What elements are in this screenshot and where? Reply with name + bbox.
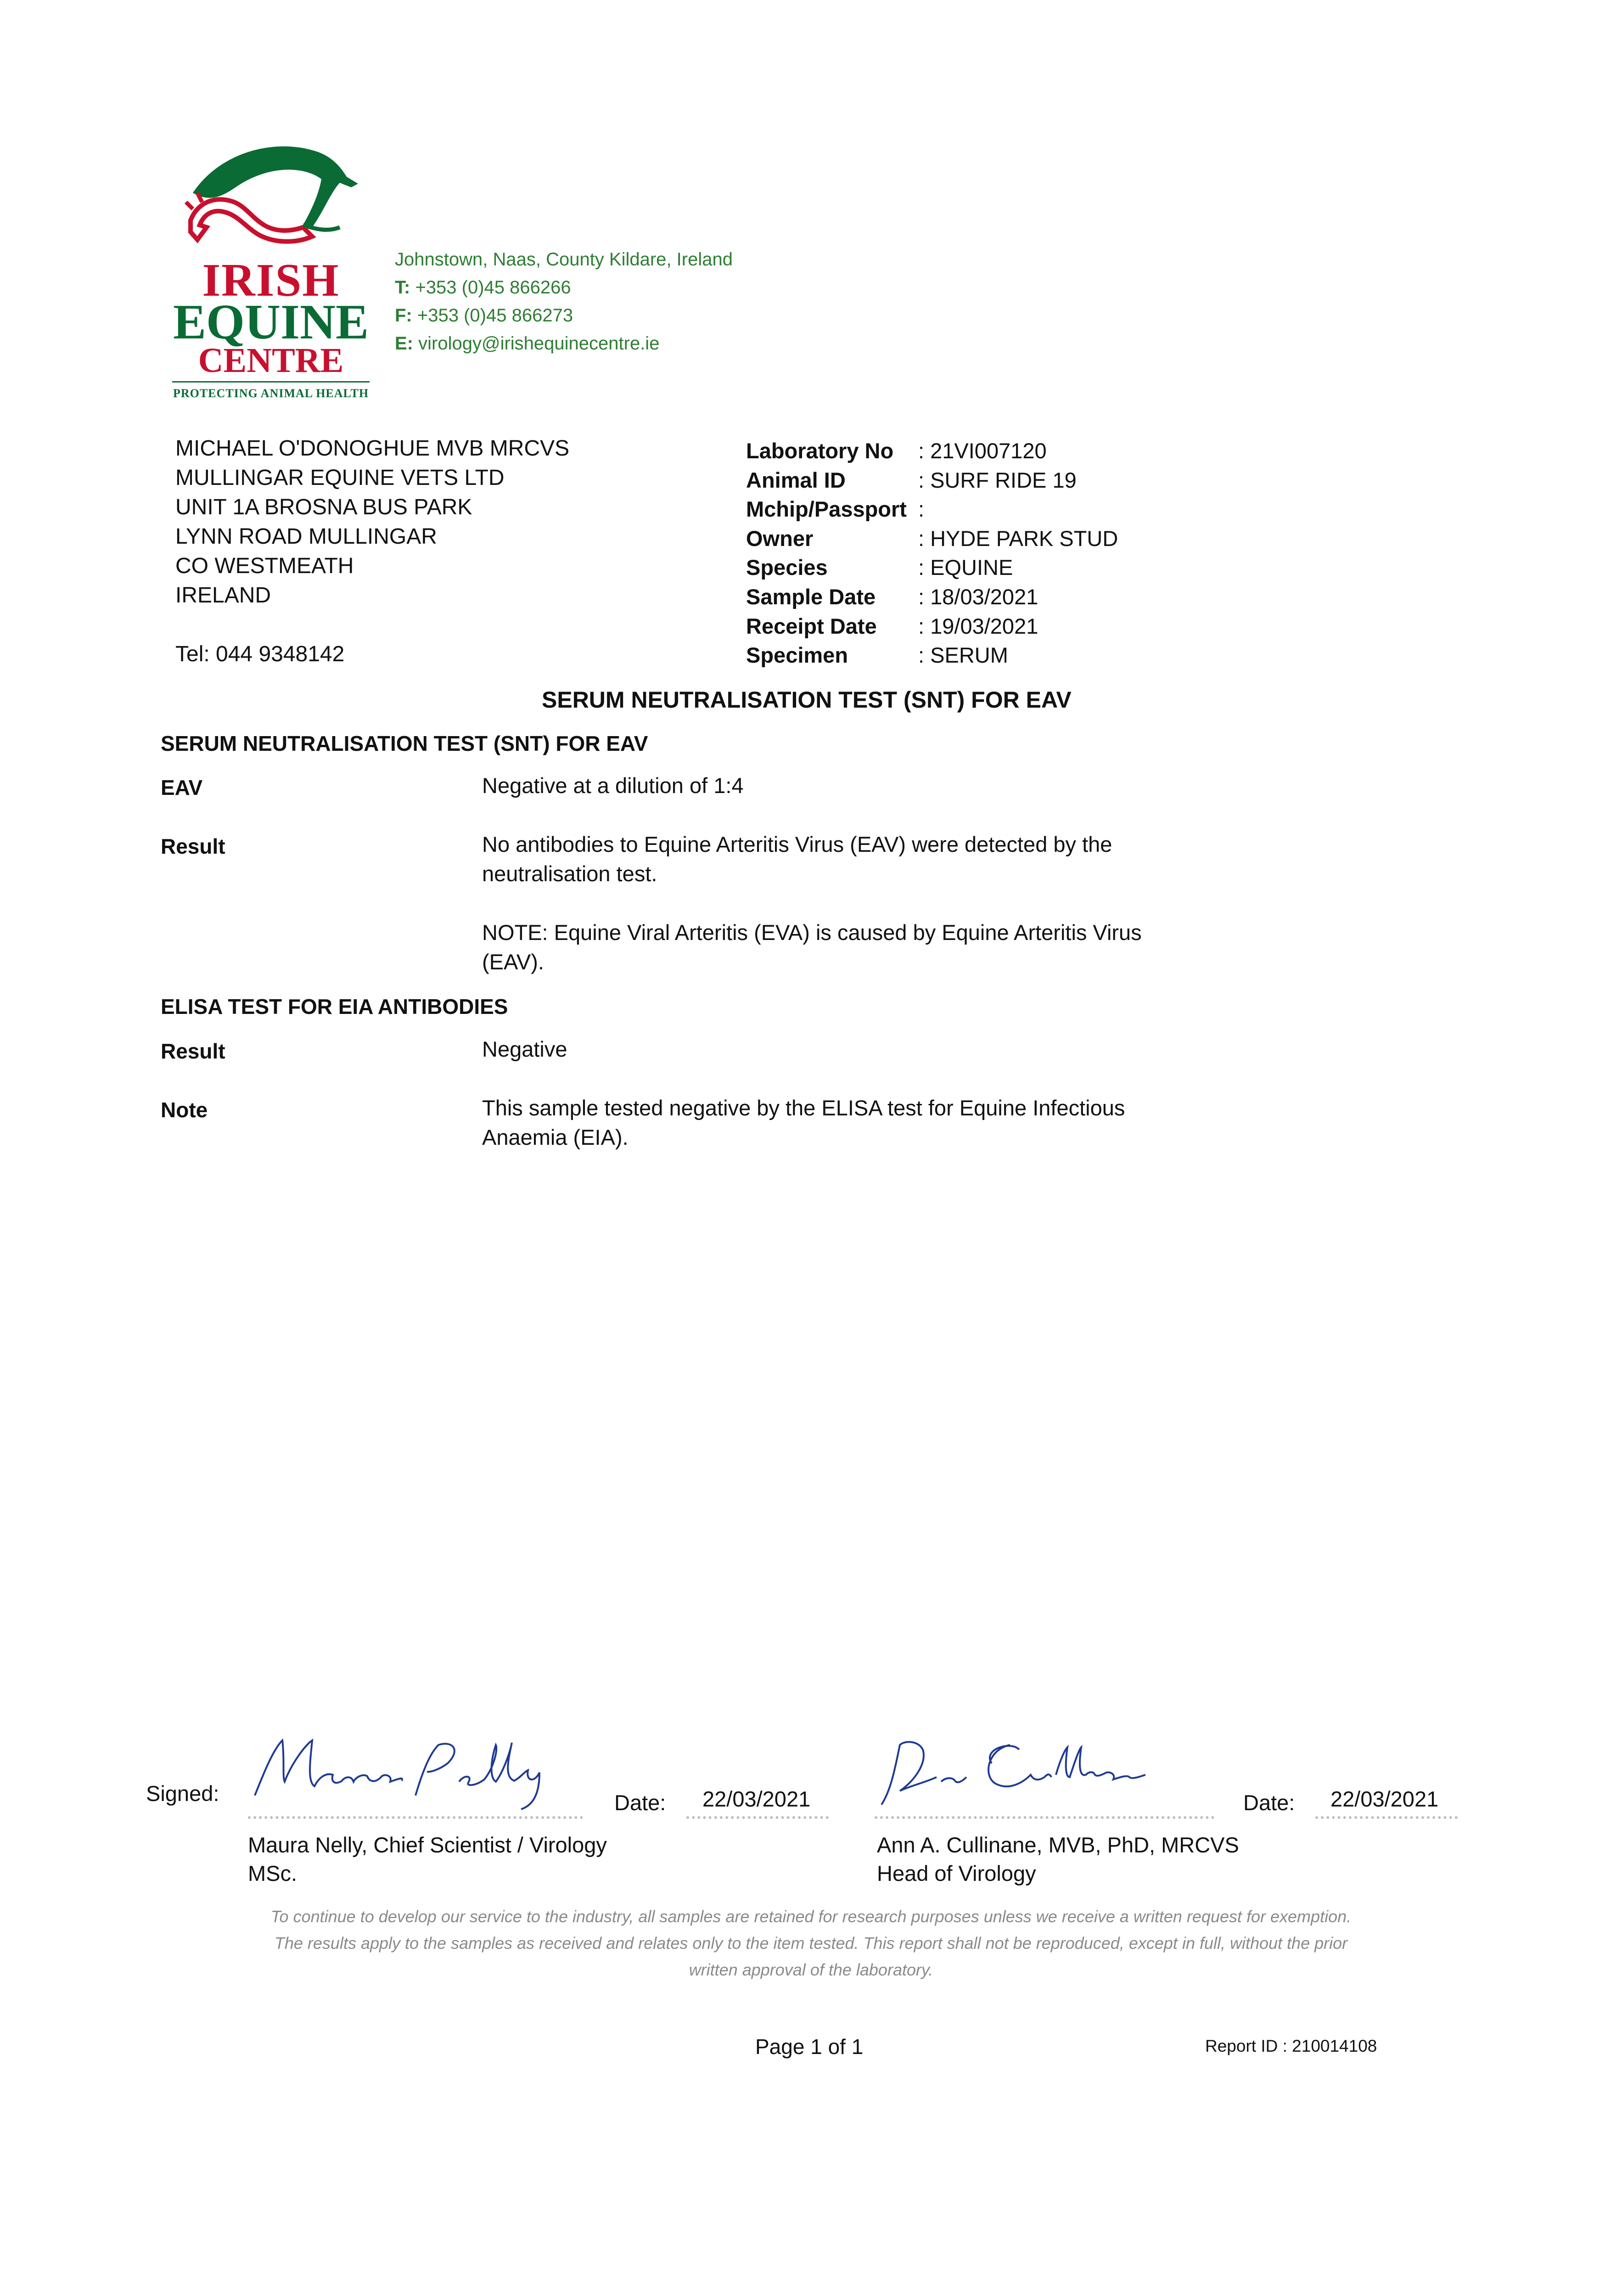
- recipient-line: LYNN ROAD MULLINGAR: [175, 524, 437, 549]
- recipient-line: CO WESTMEATH: [175, 554, 354, 578]
- date-line-2: [1315, 1816, 1458, 1819]
- elisa-heading: ELISA TEST FOR EIA ANTIBODIES: [161, 995, 508, 1019]
- lab-email: E: virology@irishequinecentre.ie: [395, 333, 660, 354]
- date-label-2: Date:: [1243, 1790, 1295, 1815]
- signature-line-1: [248, 1816, 583, 1819]
- disclaimer: [0, 1903, 1622, 1983]
- page-number: Page 1 of 1: [755, 2035, 864, 2059]
- meta-row: Animal ID : SURF RIDE 19: [746, 467, 1077, 492]
- signature-line-2: [875, 1816, 1214, 1819]
- logo-equine: EQUINE: [173, 295, 369, 349]
- date-label-1: Date:: [614, 1790, 666, 1815]
- meta-row: Species : EQUINE: [746, 555, 1013, 580]
- eav-value: Negative at a dilution of 1:4: [482, 773, 744, 798]
- meta-row: Mchip/Passport :: [746, 497, 925, 522]
- recipient-line: UNIT 1A BROSNA BUS PARK: [175, 495, 472, 519]
- signer-1-name: Maura Nelly, Chief Scientist / Virology MSc.: [248, 1833, 607, 1885]
- disclaimer-line-3: written approval of the laboratory.: [689, 1960, 933, 1979]
- logo-irish: IRISH: [202, 254, 340, 306]
- meta-row: Specimen : SERUM: [746, 643, 1008, 668]
- lab-fax: F: +353 (0)45 866273: [395, 305, 573, 326]
- meta-row: Owner : HYDE PARK STUD: [746, 526, 1118, 551]
- signed-label: Signed:: [146, 1781, 219, 1806]
- disclaimer-line-2: The results apply to the samples as received and relates only to the item tested. This report shall not be reproduced, except in full, without the prior: [274, 1934, 1348, 1953]
- lab-address: Johnstown, Naas, County Kildare, Ireland: [395, 249, 733, 270]
- recipient-address: [175, 434, 569, 669]
- disclaimer-line-1: To continue to develop our service to the industry, all samples are retained for research purposes unless we receive a written request for exemption.: [270, 1907, 1352, 1926]
- meta-row: Laboratory No : 21VI007120: [746, 439, 1047, 463]
- recipient-tel: Tel: 044 9348142: [175, 642, 345, 666]
- elisa-result-label: Result: [161, 1039, 225, 1063]
- eav-label: EAV: [161, 776, 203, 799]
- recipient-line: IRELAND: [175, 583, 271, 608]
- signer-2-name: Ann A. Cullinane, MVB, PhD, MRCVS Head of Virology: [877, 1833, 1239, 1885]
- elisa-result-value: Negative: [482, 1037, 567, 1061]
- meta-row: Receipt Date : 19/03/2021: [746, 613, 1038, 638]
- snt-heading: SERUM NEUTRALISATION TEST (SNT) FOR EAV: [161, 732, 648, 755]
- date-line-1: [686, 1816, 829, 1819]
- logo-centre: CENTRE: [198, 341, 344, 380]
- meta-row: Sample Date : 18/03/2021: [746, 584, 1038, 609]
- elisa-note-label: Note: [161, 1098, 208, 1122]
- signature-ann-cullinane: [872, 1731, 1166, 1814]
- lab-phone: T: +353 (0)45 866266: [395, 277, 571, 298]
- logo-tagline: PROTECTING ANIMAL HEALTH: [173, 387, 369, 400]
- lab-contact-block: [395, 246, 733, 358]
- recipient-line: MICHAEL O'DONOGHUE MVB MRCVS: [175, 436, 570, 461]
- date-value-1: 22/03/2021: [702, 1787, 811, 1811]
- report-id: Report ID : 210014108: [1205, 2037, 1377, 2055]
- horse-logo-icon: [165, 133, 376, 257]
- snt-result-label: Result: [161, 834, 225, 858]
- recipient-line: MULLINGAR EQUINE VETS LTD: [175, 466, 505, 490]
- snt-result-text: No antibodies to Equine Arteritis Virus (EAV) were detected by the neutralisation test. NOTE: Equine Viral Arteritis (EVA) is caused by Equine Arteritis Virus (EAV).: [482, 830, 1171, 977]
- sample-details: [746, 436, 1118, 670]
- report-title: SERUM NEUTRALISATION TEST (SNT) FOR EAV: [542, 687, 1072, 713]
- irish-equine-centre-logo: [165, 133, 376, 418]
- date-value-2: 22/03/2021: [1330, 1787, 1439, 1811]
- elisa-note-text: This sample tested negative by the ELISA test for Equine Infectious Anaemia (EIA).: [482, 1096, 1125, 1149]
- snt-note: NOTE: Equine Viral Arteritis (EVA) is caused by Equine Arteritis Virus: [482, 920, 1142, 945]
- logo-divider: [172, 381, 370, 383]
- signature-maura-nelly: [246, 1731, 567, 1814]
